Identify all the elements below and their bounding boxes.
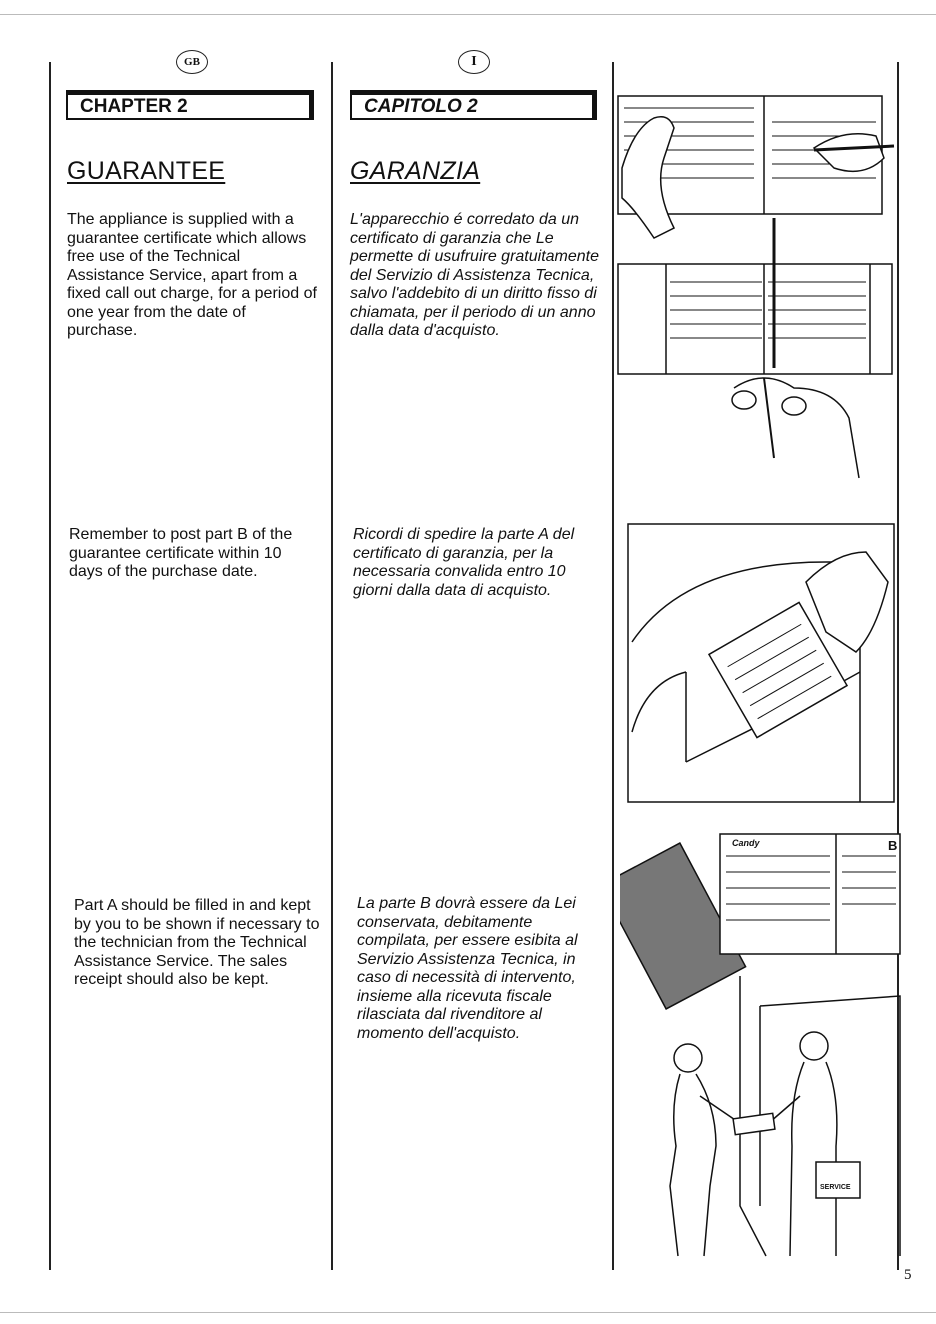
paragraph-en-1: The appliance is supplied with a guarantee certificate which allows free use of the Technical Assistance Service, apart from a fixed call out charge, for a period of one year from the date of purchase. xyxy=(67,211,317,339)
language-badge-it: I xyxy=(458,50,490,74)
column-divider-middle xyxy=(331,62,333,1270)
bottom-border-line xyxy=(0,1312,936,1313)
column-divider-left xyxy=(49,62,51,1270)
top-border-line xyxy=(0,14,936,15)
service-bag-label: SERVICE xyxy=(820,1184,851,1191)
illustration-service-handover xyxy=(620,826,902,1266)
page-number: 5 xyxy=(904,1267,912,1283)
certificate-part-label: B xyxy=(888,838,898,853)
section-title-en: GUARANTEE xyxy=(67,157,226,185)
illustration-certificate-cutting xyxy=(614,88,896,508)
paragraph-en-3: Part A should be filled in and kept by you to be shown if necessary to the technician from the Technical Assistance Service. The sales receipt should also be kept. xyxy=(74,897,320,988)
paragraph-it-1: L'apparecchio é corredato da un certificato di garanzia che Le permette di usufruire gratuitamente del Servizio di Assistenza Tecnica, salvo l'addebito di un diritto fisso di chiamata, per il periodo di un anno dalla data d'acquisto. xyxy=(350,211,600,339)
certificate-brand-label: Candy xyxy=(732,838,760,848)
paragraph-it-3: La parte B dovrà essere da Lei conservata, debitamente compilata, per essere esibita al Servizio Assistenza Tecnica, in caso di necessità di intervento, insieme alla ricevuta fiscale rilasciata dal rivenditore al momento dell'acquisto. xyxy=(357,895,578,1042)
chapter-heading-en: CHAPTER 2 xyxy=(66,90,314,120)
chapter-heading-it: CAPITOLO 2 xyxy=(350,90,597,120)
paragraph-it-2: Ricordi di spedire la parte A del certificato di garanzia, per la necessaria convalida entro 10 giorni dalla data di acquisto. xyxy=(353,526,575,599)
section-title-it: GARANZIA xyxy=(350,157,481,185)
paragraph-en-2: Remember to post part B of the guarantee certificate within 10 days of the purchase date. xyxy=(69,526,293,580)
illustration-posting-certificate xyxy=(626,522,896,804)
language-badge-gb: GB xyxy=(176,50,208,74)
